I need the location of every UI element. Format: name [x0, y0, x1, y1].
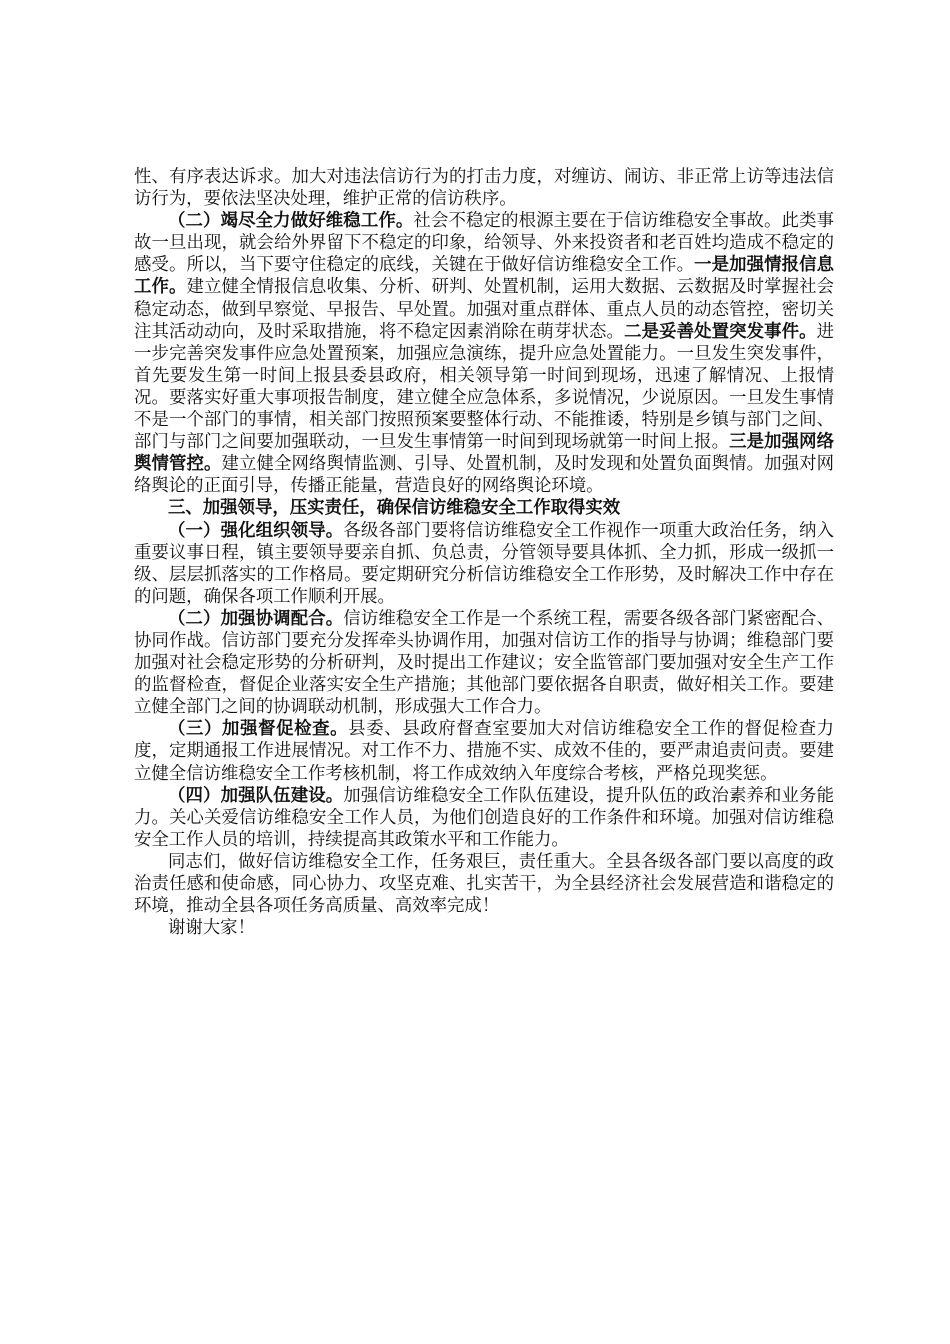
paragraph-text: 各级各部门要将信访维稳安全工作视作一项重大政治任务，纳入重要议事日程，镇主要领导要亲自抓、负总责，分管领导要具体抓、全力抓，形成一级抓一级、层层抓落实的工作格局。要定期研究分析信访维稳安全工作形势，及时解决工作中存在的问题，确保各项工作顺利开展。	[134, 520, 834, 607]
paragraph-leadership	[134, 520, 834, 608]
point-intelligence: 一是加强情报信息工作。	[134, 255, 834, 298]
subheading-supervision: （三）加强督促检查。	[168, 719, 349, 740]
paragraph-continuation: 性、有序表达诉求。加大对违法信访行为的打击力度，对缠访、闹访、非正常上访等违法信访行为，要依法坚决处理，维护正常的信访秩序。	[134, 167, 834, 210]
paragraph-text: 进一步完善突发事件应急处置预案，加强应急演练，提升应急处置能力。一旦发生突发事件，首先要发生第一时间上报县委县政府，相关领导第一时间到现场，迅速了解情况、上报情况。要落实好重大事项报告制度，建立健全应急体系，多说情况，少说原因。一旦发生事情不是一个部门的事情，相关部门按照预案要整体行动、不能推诿，特别是乡镇与部门之间、部门与部门之间要加强联动，一旦发生事情第一时间到现场就第一时间上报。	[134, 321, 834, 453]
section-heading-three: 三、加强领导，压实责任，确保信访维稳安全工作取得实效	[168, 498, 621, 519]
subheading-team-building: （四）加强队伍建设。	[168, 785, 344, 806]
paragraph-maintain-stability	[134, 210, 834, 497]
paragraph-team-building	[134, 785, 834, 851]
paragraph-coordination	[134, 608, 834, 718]
paragraph-text: 信访维稳安全工作是一个系统工程，需要各级各部门紧密配合、协同作战。信访部门要充分发挥牵头协调作用，加强对信访工作的指导与协调；维稳部门要加强对社会稳定形势的分析研判，及时提出工作建议；安全监管部门要加强对安全生产工作的监督检查，督促企业落实安全生产措施；其他部门要依据各自职责，做好相关工作。要建立健全部门之间的协调联动机制，形成强大工作合力。	[134, 608, 834, 718]
paragraph-text: 县委、县政府督查室要加大对信访维稳安全工作的督促检查力度，定期通报工作进展情况。对工作不力、措施不实、成效不佳的，要严肃追责问责。要建立健全信访维稳安全工作考核机制，将工作成效纳入年度综合考核，严格兑现奖惩。	[134, 719, 834, 784]
subheading-stability: （二）竭尽全力做好维稳工作。	[168, 211, 414, 232]
subheading-leadership: （一）强化组织领导。	[168, 520, 344, 541]
paragraph-text: 加强信访维稳安全工作队伍建设，提升队伍的政治素养和业务能力。关心关爱信访维稳安全工作人员，为他们创造良好的工作条件和环境。加强对信访维稳安全工作人员的培训，持续提高其政策水平和工作能力。	[134, 785, 834, 850]
document-page	[134, 166, 834, 939]
paragraph-text: 建立健全情报信息收集、分析、研判、处置机制，运用大数据、云数据及时掌握社会稳定动态，做到早察觉、早报告、早处置。加强对重点群体、重点人员的动态管控，密切关注其活动动向，及时采取措施，将不稳定因素消除在萌芽状态。	[134, 277, 834, 342]
point-online-opinion: 三是加强网络舆情管控。	[134, 432, 834, 475]
paragraph-text: 社会不稳定的根源主要在于信访维稳安全事故。此类事故一旦出现，就会给外界留下不稳定的印象，给领导、外来投资者和老百姓均造成不稳定的感受。所以，当下要守住稳定的底线，关键在于做好信访维稳安全工作。	[134, 211, 834, 276]
paragraph-thanks: 谢谢大家！	[168, 918, 255, 939]
paragraph-closing: 同志们，做好信访维稳安全工作，任务艰巨，责任重大。全县各级各部门要以高度的政治责任感和使命感，同心协力、攻坚克难、扎实苦干，为全县经济社会发展营造和谐稳定的环境，推动全县各项任务高质量、高效率完成！	[134, 851, 834, 917]
paragraph-text: 建立健全网络舆情监测、引导、处置机制，及时发现和处置负面舆情。加强对网络舆论的正面引导，传播正能量，营造良好的网络舆论环境。	[134, 454, 834, 497]
point-emergencies: 二是妥善处置突发事件。	[624, 321, 817, 342]
paragraph-supervision	[134, 718, 834, 784]
subheading-coordination: （二）加强协调配合。	[168, 608, 344, 629]
